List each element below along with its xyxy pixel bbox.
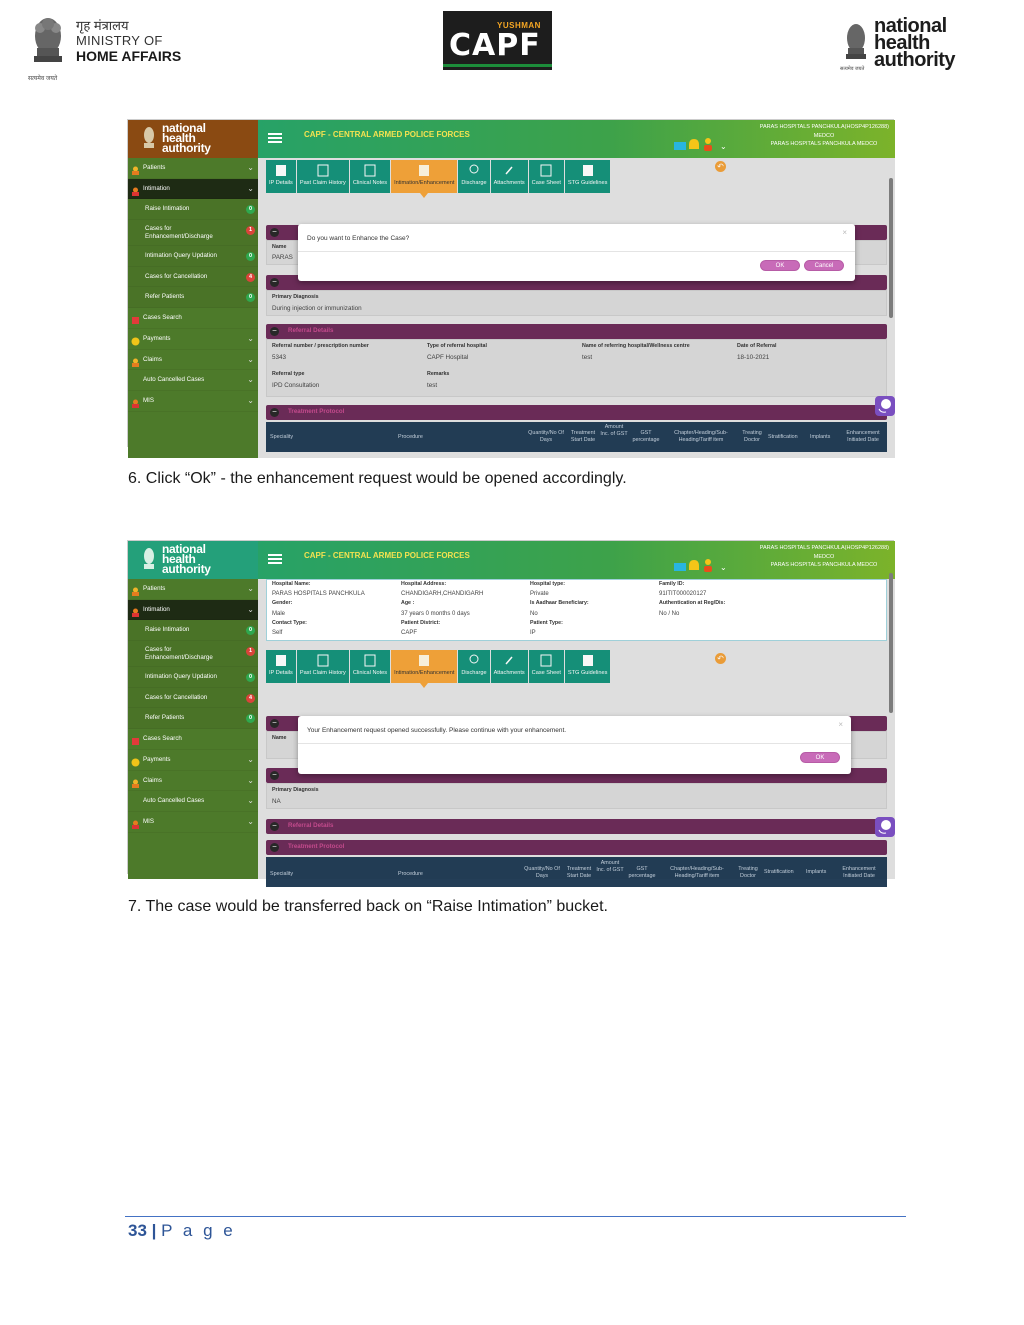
referral-type-hospital-value: CAPF Hospital [427,354,469,361]
modal-backdrop [258,158,895,458]
hospital-type-value: Private [530,591,549,597]
sidebar-item-payments[interactable]: Payments ⌄ [128,329,258,350]
count-badge: 1 [246,226,255,235]
count-badge: 0 [246,626,255,635]
primary-diagnosis-value: During injection or immunization [272,305,362,312]
sidebar-item-intimation-query-updation[interactable]: Intimation Query Updation 0 [128,246,258,267]
referring-centre-value: test [582,354,593,361]
tab-clinical-notes[interactable]: Clinical Notes [350,650,390,683]
col-speciality: Speciality [270,434,294,440]
mha-line1: MINISTRY OF [76,33,163,48]
chat-support-icon[interactable] [875,396,895,416]
sidebar-item-cases-search[interactable]: Cases Search [128,308,258,329]
chevron-down-icon: ⌄ [247,354,254,364]
tab-ip-details[interactable]: IP Details [266,160,296,193]
cases-search-icon [131,735,140,744]
mha-motto: सत्यमेव जयते [28,76,58,82]
app-title: CAPF - CENTRAL ARMED POLICE FORCES [304,130,470,139]
chevron-down-icon: ⌄ [247,816,254,826]
referral-type-hospital-label: Type of referral hospital [427,343,487,349]
name-label: Name [272,735,287,741]
referral-type-value: IPD Consultation [272,382,320,389]
hospital-name: PARAS HOSPITALS PANCHKULA(HOSP4P126288) [759,545,889,551]
family-id-label: Family ID: [659,581,685,587]
scrollbar[interactable] [889,573,893,713]
emblem-icon [142,126,156,150]
col-enhancement-date: Enhancement Initiated Date [846,430,880,443]
nha-line2: health [874,32,930,54]
hamburger-menu-icon[interactable] [268,131,282,145]
hospital-name-value: PARAS HOSPITALS PANCHKULA [272,591,365,597]
collapse-icon[interactable]: − [270,278,279,287]
payments-icon [131,756,140,765]
sidebar-item-patients[interactable]: Patients ⌄ [128,158,258,179]
document-header [0,0,1024,90]
hospital-type-label: Hospital type: [530,581,566,587]
referral-date-label: Date of Referral [737,343,777,349]
patient-type-label: Patient Type: [530,620,563,626]
col-procedure: Procedure [398,871,423,877]
step-7-text: 7. The case would be transferred back on “Raise Intimation” bucket. [128,898,608,915]
nha-line3: authority [874,49,956,71]
contact-type-label: Contact Type: [272,620,307,626]
footer-rule [125,1216,906,1217]
hamburger-menu-icon[interactable] [268,552,282,566]
tab-case-sheet[interactable]: Case Sheet [529,650,564,683]
sidebar-item-raise-intimation[interactable]: Raise Intimation 0 [128,620,258,641]
referral-title: Referral Details [288,327,334,334]
screenshot-enhance-confirm [127,119,894,447]
step-6-text: 6. Click “Ok” - the enhancement request would be opened accordingly. [128,470,627,487]
sidebar-item-cases-for-cancellation[interactable]: Cases for Cancellation 4 [128,688,258,709]
user-role: MEDCO [813,132,835,139]
sidebar-item-intimation[interactable]: Intimation ⌄ [128,600,258,621]
hospital-address-label: Hospital Address: [401,581,447,587]
chevron-down-icon: ⌄ [247,754,254,764]
chevron-down-icon: ⌄ [247,775,254,785]
close-icon[interactable]: × [842,228,847,237]
tab-clinical-notes[interactable]: Clinical Notes [350,160,390,193]
collapse-icon[interactable]: − [270,843,279,852]
sidebar-item-intimation-query-updation[interactable]: Intimation Query Updation 0 [128,667,258,688]
ok-button[interactable]: OK [760,260,800,271]
patients-icon [131,164,140,173]
name-label: Name [272,244,287,250]
col-quantity: Quantity/No Of Days [524,866,560,879]
sidebar-item-auto-cancelled[interactable]: Auto Cancelled Cases ⌄ [128,370,258,391]
cancel-button[interactable]: Cancel [804,260,844,271]
ashoka-emblem-icon [842,20,870,66]
sidebar-item-mis[interactable]: MIS ⌄ [128,391,258,412]
chevron-down-icon: ⌄ [247,163,254,172]
sidebar-item-claims[interactable]: Claims ⌄ [128,771,258,792]
age-value: 37 years 0 months 0 days [401,611,470,617]
col-treating-doctor: Treating Doctor [738,866,758,879]
app-logo [128,541,258,579]
user-name[interactable]: PARAS HOSPITALS PANCHKULA MEDCO [770,141,878,147]
page-number: 33 [128,1221,147,1240]
count-badge: 0 [246,293,255,302]
tab-attachments[interactable]: Attachments [491,160,528,193]
count-badge: 0 [246,714,255,723]
page-word: P a g e [161,1221,236,1240]
chevron-down-icon: ⌄ [247,183,254,193]
mis-icon [131,397,140,406]
dialog-divider [298,251,855,252]
ok-button[interactable]: OK [800,752,840,763]
col-gst: GST percentage [628,866,656,879]
sidebar-item-cases-for-cancellation[interactable]: Cases for Cancellation 4 [128,267,258,288]
mha-logo [28,12,198,82]
count-badge: 4 [246,273,255,282]
sidebar-item-patients[interactable]: Patients ⌄ [128,579,258,600]
claims-icon [131,777,140,786]
app-logo-line3: authority [162,141,211,155]
gender-label: Gender: [272,600,293,606]
sidebar [128,158,258,458]
count-badge: 4 [246,694,255,703]
enhance-confirm-dialog [298,224,855,281]
sidebar [128,579,258,879]
main-content [258,158,895,458]
nha-motto: सत्यमेव जयते [840,66,865,72]
gender-value: Male [272,611,286,617]
sidebar-item-refer-patients[interactable]: Refer Patients 0 [128,287,258,308]
back-arrow-icon[interactable]: ↶ [715,653,726,664]
collapse-icon[interactable]: − [270,822,279,831]
col-chapter: Chapter/Heading/Sub-Heading/Tariff item [674,430,728,443]
tab-discharge[interactable]: Discharge [458,650,489,683]
ashoka-emblem-icon [28,12,68,74]
sidebar-item-cases-for-enhancement[interactable]: Cases for Enhancement/Discharge 1 [128,641,258,667]
authentication-value: No / No [659,611,680,617]
user-name[interactable]: PARAS HOSPITALS PANCHKULA MEDCO [770,562,878,568]
remarks-value: test [427,382,438,389]
chevron-down-icon: ⌄ [247,604,254,614]
col-implants: Implants [806,869,827,875]
page-footer [128,1221,236,1241]
sidebar-item-raise-intimation[interactable]: Raise Intimation 0 [128,199,258,220]
capf-logo-main: CAPF [449,28,541,63]
tab-intimation-enhancement[interactable]: Intimation/Enhancement [391,160,457,193]
tab-ip-details[interactable]: IP Details [266,650,296,683]
claims-icon [131,356,140,365]
svg-text:⌄: ⌄ [720,142,727,151]
user-role: MEDCO [813,553,835,560]
col-quantity: Quantity/No Of Days [528,430,564,443]
app-title: CAPF - CENTRAL ARMED POLICE FORCES [304,551,470,560]
referral-number-value: 5343 [272,354,287,361]
referral-title: Referral Details [288,822,334,829]
col-start-date: Treatment Start Date [570,430,596,443]
primary-diagnosis-label: Primary Diagnosis [272,294,319,300]
tab-attachments[interactable]: Attachments [491,650,528,683]
chevron-down-icon: ⌄ [247,375,254,385]
tab-discharge[interactable]: Discharge [458,160,489,193]
col-stratification: Stratification [764,869,794,875]
authentication-label: Authentication at Reg/Dis: [659,600,726,606]
emblem-icon [142,547,156,571]
mis-icon [131,818,140,827]
app-logo-line2: health [162,552,196,566]
sidebar-item-intimation[interactable]: Intimation ⌄ [128,179,258,200]
col-procedure: Procedure [398,434,423,440]
contact-type-value: Self [272,630,283,636]
hospital-address-value: CHANDIGARH,CHANDIGARH [401,591,484,597]
sidebar-item-refer-patients[interactable]: Refer Patients 0 [128,708,258,729]
collapse-icon[interactable]: − [270,327,279,336]
referring-centre-label: Name of referring hospital/Wellness centre [582,343,690,349]
tab-past-claim-history[interactable]: Past Claim History [297,650,349,683]
mha-hindi-name: गृह मंत्रालय [76,18,129,33]
patients-icon [131,585,140,594]
primary-diagnosis-label: Primary Diagnosis [272,787,319,793]
treatment-title: Treatment Protocol [288,843,345,850]
col-start-date: Treatment Start Date [566,866,592,879]
mha-line2: HOME AFFAIRS [76,48,182,64]
remarks-label: Remarks [427,371,450,377]
chevron-down-icon: ⌄ [247,395,254,405]
count-badge: 0 [246,205,255,214]
dialog-divider [298,743,851,744]
chevron-down-icon: ⌄ [247,796,254,806]
tab-intimation-enhancement[interactable]: Intimation/Enhancement [391,650,457,683]
intimation-icon [131,185,140,194]
col-implants: Implants [810,434,831,440]
back-arrow-icon[interactable]: ↶ [715,161,726,172]
nha-line1: national [874,15,947,37]
treatment-title: Treatment Protocol [288,408,345,415]
sidebar-item-claims[interactable]: Claims ⌄ [128,350,258,371]
sidebar-item-payments[interactable]: Payments ⌄ [128,750,258,771]
app-logo-line3: authority [162,562,211,576]
screenshot-enhancement-opened [127,540,894,879]
count-badge: 0 [246,252,255,261]
primary-diagnosis-value: NA [272,798,281,805]
col-amount: Amount Inc. of GST [596,860,624,873]
col-enhancement-date: Enhancement Initiated Date [842,866,876,879]
capf-logo-superscript: YUSHMAN [497,21,541,30]
tab-past-claim-history[interactable]: Past Claim History [297,160,349,193]
app-logo-line1: national [162,542,206,556]
app-logo-line2: health [162,131,196,145]
intimation-icon [131,606,140,615]
referral-number-label: Referral number / prescription number [272,343,369,349]
sidebar-item-cases-search[interactable]: Cases Search [128,729,258,750]
dialog-message: Do you want to Enhance the Case? [307,235,410,242]
family-id-value: 91ITIT000020127 [659,591,707,597]
page-separator: | [151,1221,157,1240]
aadhaar-label: Is Aadhaar Beneficiary: [530,600,589,606]
count-badge: 1 [246,647,255,656]
age-label: Age : [401,600,415,606]
scrollbar[interactable] [889,178,893,318]
patient-type-value: IP [530,630,536,636]
collapse-icon[interactable]: − [270,408,279,417]
top-bar [258,120,895,158]
enhancement-success-dialog [298,716,851,774]
col-gst: GST percentage [632,430,660,443]
chat-support-icon[interactable] [875,817,895,837]
collapse-icon[interactable]: − [270,719,279,728]
referral-date-value: 18-10-2021 [737,354,770,361]
svg-text:⌄: ⌄ [720,563,727,572]
dialog-message: Your Enhancement request opened successfully. Please continue with your enhancement. [307,727,567,734]
app-logo [128,120,258,158]
tab-case-sheet[interactable]: Case Sheet [529,160,564,193]
count-badge: 0 [246,673,255,682]
collapse-icon[interactable]: − [270,771,279,780]
patient-info-card [266,579,887,641]
col-speciality: Speciality [270,871,294,877]
close-icon[interactable]: × [838,720,843,729]
hospital-name: PARAS HOSPITALS PANCHKULA(HOSP4P126288) [759,124,889,130]
col-treating-doctor: Treating Doctor [742,430,762,443]
payments-icon [131,335,140,344]
tab-stg-guidelines[interactable]: STG Guidelines [565,160,610,193]
name-value: PARAS [272,254,293,261]
aadhaar-value: No [530,611,538,617]
cases-search-icon [131,314,140,323]
col-chapter: Chapter/Heading/Sub-Heading/Tariff item [670,866,724,879]
ayushman-capf-logo [443,11,552,70]
tab-stg-guidelines[interactable]: STG Guidelines [565,650,610,683]
patient-district-label: Patient District: [401,620,441,626]
referral-type-label: Referral type [272,371,305,377]
app-logo-line1: national [162,121,206,135]
nha-logo [840,15,980,80]
patient-district-value: CAPF [401,630,418,636]
top-bar [258,541,895,579]
col-amount: Amount Inc. of GST [600,424,628,437]
collapse-icon[interactable]: − [270,228,279,237]
sidebar-item-mis[interactable]: MIS ⌄ [128,812,258,833]
capf-logo-stripe [443,64,552,67]
chevron-down-icon: ⌄ [247,333,254,343]
sidebar-item-auto-cancelled[interactable]: Auto Cancelled Cases ⌄ [128,791,258,812]
sidebar-item-cases-for-enhancement[interactable]: Cases for Enhancement/Discharge 1 [128,220,258,246]
chevron-down-icon: ⌄ [247,584,254,593]
hospital-name-label: Hospital Name: [272,581,311,587]
col-stratification: Stratification [768,434,798,440]
